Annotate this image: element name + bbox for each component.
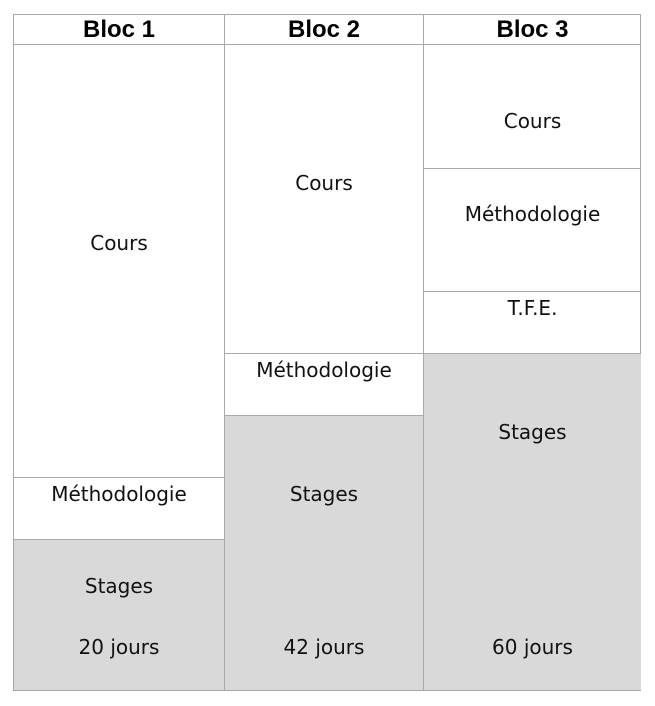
bloc-2-stages <box>225 415 423 690</box>
bloc-3-tfe-label: T.F.E. <box>507 296 558 320</box>
header-bloc-1: Bloc 1 <box>14 15 224 45</box>
bloc-2-stages-label: Stages <box>289 482 359 506</box>
bloc-1-methodologie <box>14 477 224 539</box>
bloc-1-cours <box>14 45 224 477</box>
column-bloc-2 <box>224 45 423 690</box>
bloc-3-tfe <box>424 291 641 353</box>
bloc-3-methodologie-label: Méthodologie <box>464 202 601 226</box>
column-bloc-1 <box>14 45 224 690</box>
bloc-2-cours <box>225 45 423 353</box>
bloc-1-stages-label: Stages <box>84 574 154 598</box>
bloc-3-cours-label: Cours <box>503 109 562 133</box>
bloc-3-cours <box>424 45 641 168</box>
bloc-2-methodologie <box>225 353 423 415</box>
bloc-1-cours-label: Cours <box>90 231 148 255</box>
bloc-3-stages-label: Stages <box>498 420 567 444</box>
bloc-table <box>13 14 641 691</box>
header-bloc-3: Bloc 3 <box>423 15 641 45</box>
bloc-1-methodologie-label: Méthodologie <box>51 482 187 506</box>
bloc-2-cours-label: Cours <box>295 171 353 195</box>
bloc-1-stages <box>14 539 224 690</box>
header-bloc-2: Bloc 2 <box>224 15 423 45</box>
bloc-3-methodologie <box>424 168 641 291</box>
bloc-3-jours-label: 60 jours <box>492 635 573 659</box>
bloc-1-jours-label: 20 jours <box>78 635 160 659</box>
bloc-2-methodologie-label: Méthodologie <box>256 358 392 382</box>
bloc-3-stages <box>424 353 641 690</box>
bloc-2-jours-label: 42 jours <box>283 635 365 659</box>
column-bloc-3 <box>423 45 641 690</box>
